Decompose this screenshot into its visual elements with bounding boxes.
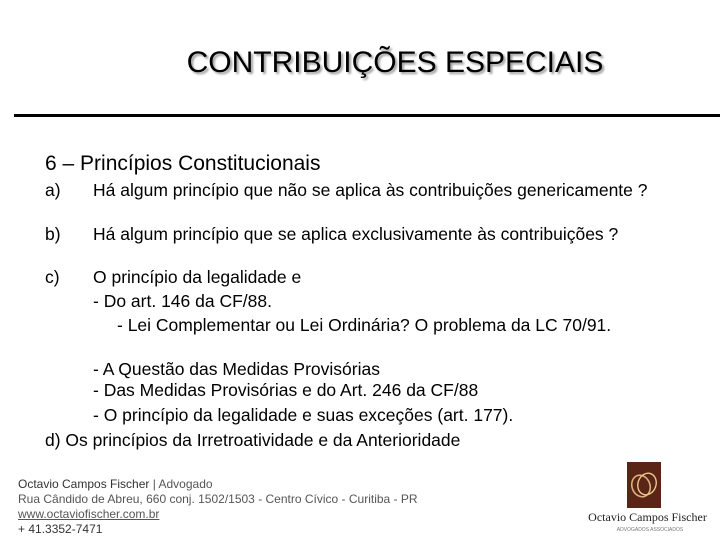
slide-title: CONTRIBUIÇÕES ESPECIAIS: [186, 46, 604, 79]
list-item-text: Há algum princípio que não se aplica às contribuições genericamente ?: [93, 180, 648, 200]
list-item-label: b): [45, 224, 61, 244]
section-heading: 6 – Princípios Constitucionais: [45, 152, 321, 175]
list-item-label: a): [45, 180, 61, 200]
footer-phone: + 41.3352-7471: [18, 522, 103, 536]
title-divider: [14, 114, 720, 117]
footer-contact: [18, 477, 418, 537]
logo-name: Octavio Campos Fischer: [588, 510, 707, 524]
subitem: - Lei Complementar ou Lei Ordinária? O problema da LC 70/91.: [117, 315, 612, 335]
logo-rings-icon: [627, 462, 661, 508]
list-item-text: O princípio da legalidade e: [93, 267, 302, 287]
footer-address: Rua Cândido de Abreu, 660 conj. 1502/1503 - Centro Cívico - Curitiba - PR: [18, 492, 418, 506]
footer-role: | Advogado: [149, 477, 213, 491]
list-item-c: [45, 268, 673, 287]
list-item-label: c): [45, 267, 60, 287]
list-item-d: d) Os princípios da Irretroatividade e da Anterioridade: [45, 430, 461, 450]
list-item-b: [45, 225, 673, 244]
list-item-a: [45, 181, 673, 200]
subitem: - O princípio da legalidade e suas exceções (art. 177).: [93, 405, 514, 425]
subitem: - A Questão das Medidas Provisórias: [93, 359, 380, 379]
footer-name-line: [18, 477, 418, 492]
subitem: - Das Medidas Provisórias e do Art. 246 da CF/88: [93, 380, 479, 400]
footer-website-link[interactable]: www.octaviofischer.com.br: [18, 507, 160, 521]
logo-tagline: ADVOGADOS ASSOCIADOS: [616, 527, 684, 533]
list-item-text: Há algum princípio que se aplica exclusivamente às contribuições ?: [93, 224, 619, 244]
logo-mark: [627, 462, 661, 508]
footer-name: Octavio Campos Fischer: [18, 477, 150, 491]
subitem: - Do art. 146 da CF/88.: [93, 291, 272, 311]
